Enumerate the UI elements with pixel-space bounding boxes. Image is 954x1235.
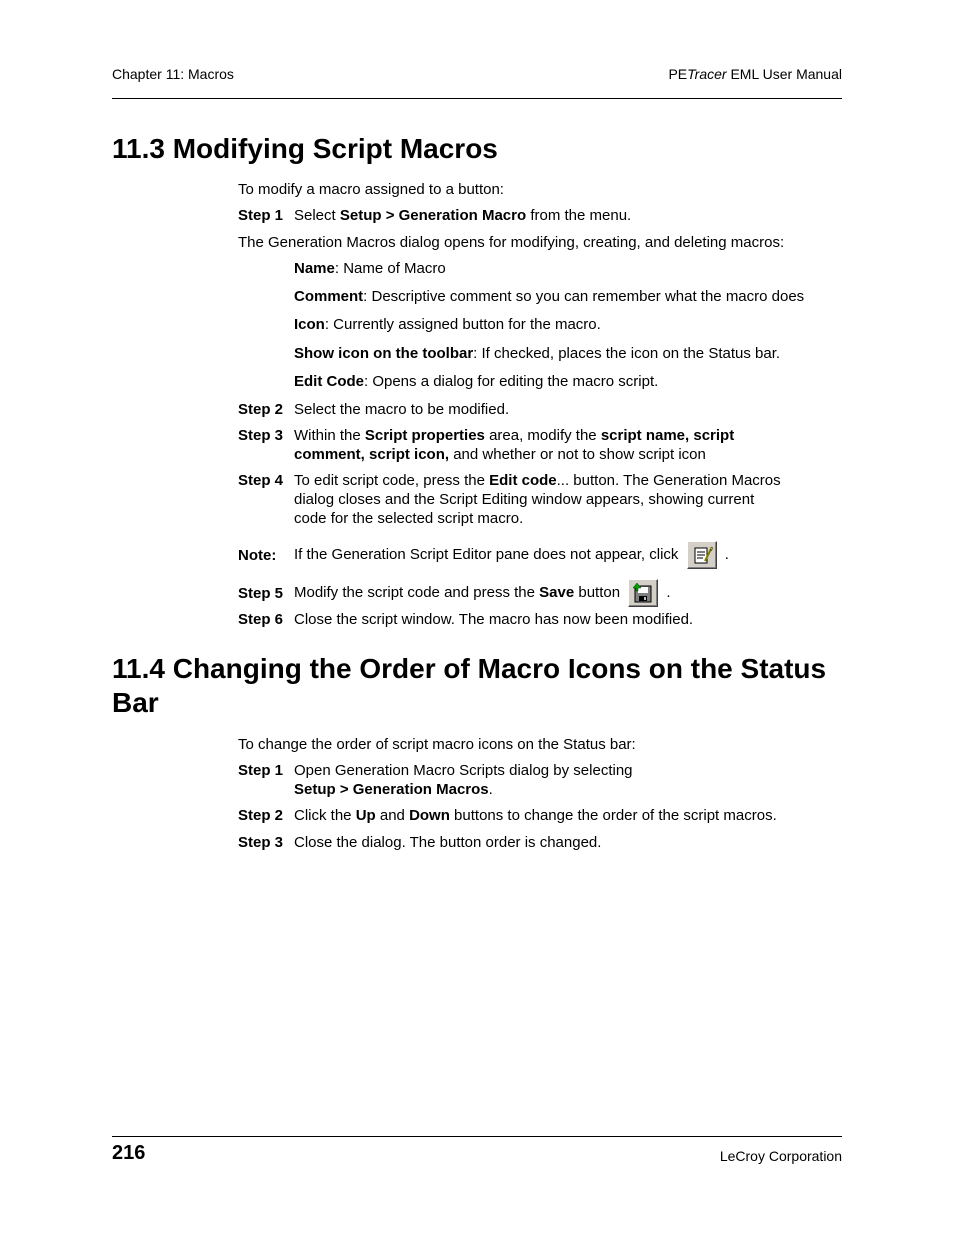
- footer-company: LeCroy Corporation: [719, 1148, 842, 1164]
- running-header-manual: [668, 66, 842, 82]
- header-rule: [112, 98, 842, 99]
- def-edit-code: Edit Code: Opens a dialog for editing the macro script.: [294, 373, 659, 390]
- def-name: Name: Name of Macro: [294, 260, 446, 277]
- manual-pe: PE: [668, 66, 688, 82]
- manual-rest: EML User Manual: [726, 66, 842, 82]
- script-editor-icon[interactable]: [687, 541, 717, 569]
- def-show-icon: Show icon on the toolbar: If checked, places the icon on the Status bar.: [294, 345, 781, 362]
- section-title-11-4: 11.4 Changing the Order of Macro Icons on the Status Bar: [112, 653, 827, 718]
- dialog-description: The Generation Macros dialog opens for modifying, creating, and deleting macros:: [238, 234, 785, 251]
- footer-rule: [112, 1136, 842, 1137]
- intro-11-4: To change the order of script macro icons on the Status bar:: [238, 736, 636, 753]
- def-comment: Comment: Descriptive comment so you can remember what the macro does: [294, 288, 805, 305]
- intro-11-3: To modify a macro assigned to a button:: [238, 181, 504, 198]
- step-text: Select Setup > Generation Macro from the menu.: [294, 207, 632, 224]
- manual-tracer: Tracer: [687, 66, 727, 82]
- running-header-chapter: Chapter 11: Macros: [112, 66, 234, 82]
- step-label: Step 1: [238, 207, 284, 224]
- save-icon[interactable]: [628, 579, 658, 607]
- def-icon: Icon: Currently assigned button for the macro.: [294, 316, 601, 333]
- section-title-11-3: 11.3 Modifying Script Macros: [112, 133, 498, 164]
- page-number: 216: [112, 1142, 146, 1164]
